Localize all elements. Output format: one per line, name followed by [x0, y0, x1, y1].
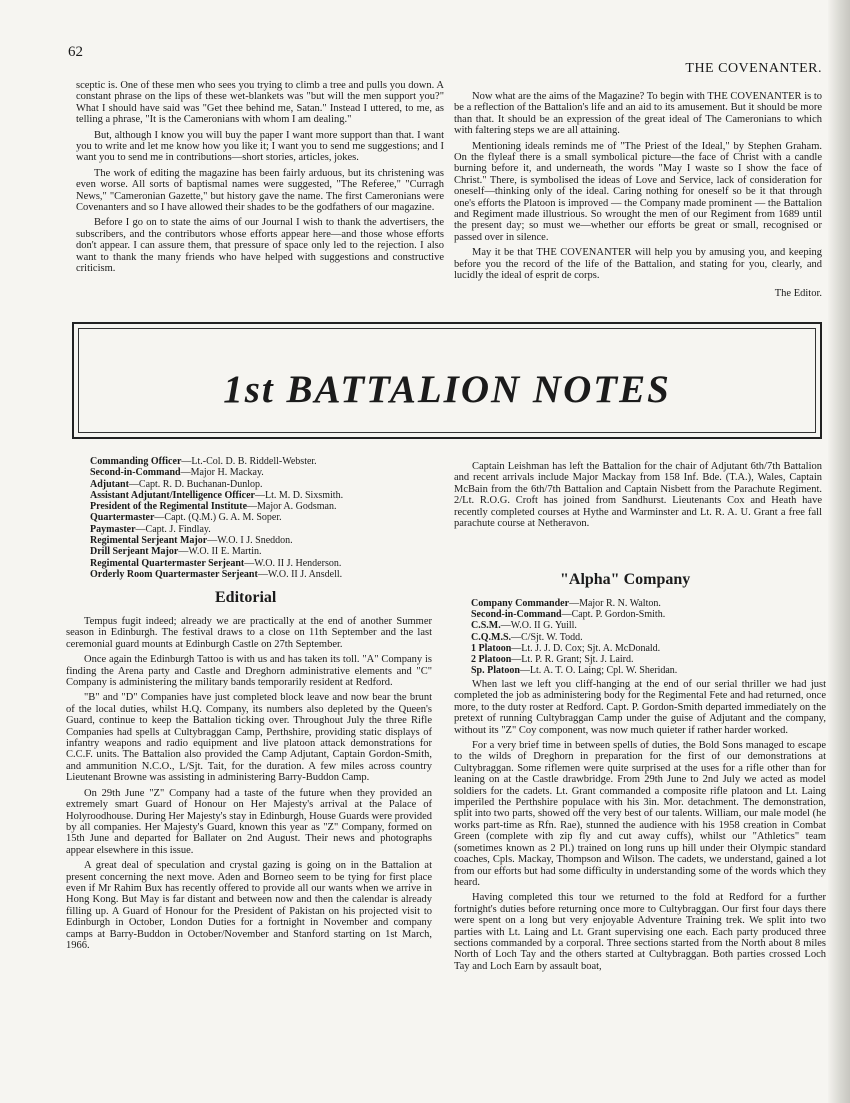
staff-entry: [90, 546, 440, 557]
paragraph: Having completed this tour we returned to the fold at Redford for a further fortnight's duties before returning once more to Cultybraggan. Our first four days there were spent on a long but very enjoyable Adventure Training trek. We split into two parties with Lt. Laing and Lt. Grant supervising one each. Each party produced three sections commanded by a corporal. Three sections started from the North about 8 miles North of Loch Tay and the others started at Cultybraggan. Both parties crossed Loch Tay and Loch Earn by assault boat,: [454, 892, 826, 972]
battalion-staff-list: [90, 456, 440, 580]
paragraph: A great deal of speculation and crystal gazing is going on in the Battalion at present concerning the next move. Aden and Borneo seem to be tying for first place even if Mr Rahim Bux has recently offered to provide all our wants when we arrive in Hong Kong. But May is far distant and between now and then the calendar is already filling up. A Guard of Honour for the President of Pakistan on his projected visit to Edinburgh in October, London Duties for a fortnight in November and company camps at Barry-Buddon in October/November and Stanford starting on 1st March, 1966.: [66, 860, 432, 951]
top-right-column: [454, 91, 822, 299]
staff-name: —W.O. II J. Henderson.: [244, 557, 342, 569]
staff-role: Assistant Adjutant/Intelligence Officer: [90, 489, 255, 501]
staff-role: Company Commander: [471, 598, 570, 609]
staff-role: 2 Platoon: [471, 654, 512, 666]
paragraph: The work of editing the magazine has been fairly arduous, but its christening was even worse. All sorts of baptismal names were suggested, "The Referee," "Curragh News," "Cameronian Gazette," but history gave the name. The first Cameronians were Covenanters and so I have allowed their shades to be the godfathers of our magazine.: [76, 167, 444, 214]
staff-entry: [90, 524, 440, 535]
top-left-column: [76, 80, 444, 279]
banner-title: 1st BATTALION NOTES: [223, 368, 671, 411]
staff-entry: [90, 456, 440, 467]
staff-name: —Lt. P. R. Grant; Sjt. J. Laird.: [511, 654, 634, 666]
staff-entry: [90, 535, 440, 546]
staff-role: 1 Platoon: [471, 642, 512, 654]
staff-role: Paymaster: [90, 523, 136, 535]
paragraph: On 29th June "Z" Company had a taste of the future when they provided an extremely smart Guard of Honour on Her Majesty's arrival at the Palace of Holyroodhouse. During Her Majesty's stay in Edinburgh, House Guards were provided by all companies. Her Majesty's Guard, known this year as "Z" Company, formed on 15th June and departed for Ballater on 2nd August. Their news and photographs appear elsewhere in this issue.: [66, 787, 432, 856]
paragraph: Once again the Edinburgh Tattoo is with us and has taken its toll. "A" Company is finding the Arena party and Castle and Dreghorn administrative elements and "C" Company is administering the military bands temporarily resident at Redford.: [66, 654, 432, 689]
staff-role: Quartermaster: [90, 512, 155, 524]
editorial-heading: Editorial: [215, 589, 277, 606]
paragraph: For a very brief time in between spells of duties, the Bold Sons managed to escape to the wilds of Dreghorn in preparation for the first of our demonstrations at Cultybraggan. Some riflemen were quite surprised at the uses for a rifle other than for leaning on at the Castle drawbridge. From 29th June to 2nd July we acted as model soldiers for the cadets. Lt. Grant commanded a composite rifle platoon and Lt. Laing imperiled the Perthshire populace with his 3in. Mor. detachment. The demonstration, split into two parts, showed off the very best of our talents. William, our male model (he works part-time as Rfn. Rae), stunned the audience with his 1958 creation in Combat Green (complete with zip fly and cut away cuffs), whilst our "Athletics" team (sometimes known as 2 Pl.) trained on long runs up hill under their Olympic standard coaches, Cpls. Mackay, Thompson and Wilson. The cadets, we understand, gained a lot from our efforts but had some difficulty in understanding some of the words which they heard.: [454, 740, 826, 888]
alpha-staff-list: [471, 598, 821, 676]
staff-name: —Lt.-Col. D. B. Riddell-Webster.: [181, 456, 317, 467]
staff-name: —Major H. Mackay.: [180, 467, 264, 479]
staff-name: —Major A. Godsman.: [247, 501, 337, 513]
staff-role: Adjutant: [90, 478, 129, 490]
paragraph: sceptic is. One of these men who sees you trying to climb a tree and pulls you down. A constant phrase on the lips of these wet-blankets was "but will the men support you?" What I should have said was "Get thee behind me, Satan." Instead I uttered, to me, as telling a phrase, "It is the Cameronians with whom I am dealing.": [76, 80, 444, 126]
staff-role: President of the Regimental Institute: [90, 501, 248, 513]
staff-entry: [471, 598, 821, 609]
staff-entry: [90, 490, 440, 501]
staff-name: —Lt. J. J. D. Cox; Sjt. A. McDonald.: [511, 642, 661, 654]
paragraph: Now what are the aims of the Magazine? To begin with THE COVENANTER is to be a reflection of the Battalion's life and an aid to its amusement. But it should be more than that. It should be an expression of the great ideal of The Cameronians to which with faltering steps we are all attaining.: [454, 91, 822, 137]
staff-entry: [471, 620, 821, 631]
paragraph: When last we left you cliff-hanging at the end of our serial thriller we had just completed the job as administering body for the Regimental Fete and had returned, once more, to the duty roster at Redford. Capt. P. Gordon-Smith departed immediately on the pretext of running Cultybraggan Camp under the guise of Adjutant and the company, without its "Z" Coy component, was now much quieter if rather harder worked.: [454, 679, 826, 736]
paragraph: "B" and "D" Companies have just completed block leave and now bear the brunt of the local duties, whilst H.Q. Company, its numbers also depleted by the Queen's Guard, continue to keep the Battalion ticking over. Throughout July the three Rifle Companies had spells at Cultybraggan Camp, Perthshire, providing static displays of infantry weapons and radio equipment and live platoon attack demonstrations for C.C.F. units. The Battalion also provided the Camp Adjutant, Captain Gordon-Smith, and ammunition N.C.O., L/Sjt. Tait, for the duration. A few miles across country Lieutenant Browne was assisting in administering Barry-Buddon Camp.: [66, 692, 432, 784]
staff-entry: [471, 654, 821, 665]
staff-entry: [90, 558, 440, 569]
staff-entry: [90, 512, 440, 523]
staff-entry: [90, 467, 440, 478]
staff-role: Second-in-Command: [471, 609, 562, 621]
staff-role: C.Q.M.S.: [471, 631, 511, 643]
banner-inner-frame: [78, 328, 816, 433]
staff-name: —Capt. (Q.M.) G. A. M. Soper.: [154, 512, 282, 524]
staff-name: —W.O. II E. Martin.: [178, 546, 262, 558]
staff-entry: [90, 569, 440, 580]
staff-role: Commanding Officer: [90, 456, 182, 467]
staff-name: —W.O. I J. Sneddon.: [207, 535, 293, 547]
paragraph: Captain Leishman has left the Battalion for the chair of Adjutant 6th/7th Battalion and recent arrivals include Major Mackay from 158 Inf. Bde. (T.A.), Wales, Captain McBain from the 6th/7th Battalion and Captain Nisbett from the Parachute Regiment. 2/Lt. R.O.G. Croft has joined from Sandhurst. Lieutenants Cox and Heath have recently completed courses at Hythe and Warminster and Lt. R. A. U. Grant a free fall parachute course at Netheravon.: [454, 461, 822, 530]
paragraph: Tempus fugit indeed; already we are practically at the end of another Summer season in Edinburgh. The festival draws to a close on 11th September and the last ceremonial guard mounts at Edinburgh Castle on 27th September.: [66, 616, 432, 650]
staff-role: C.S.M.: [471, 620, 501, 632]
staff-entry: [90, 501, 440, 512]
staff-role: Sp. Platoon: [471, 665, 520, 677]
staff-role: Orderly Room Quartermaster Serjeant: [90, 568, 258, 580]
paragraph: But, although I know you will buy the paper I want more support than that. I want you to write and let me know how you like it; I want you to send me suggestions; and I want you to send me in contributions—short stories, articles, jokes.: [76, 129, 444, 164]
staff-entry: [471, 609, 821, 620]
staff-name: —W.O. II J. Ansdell.: [257, 568, 343, 580]
paragraph: Before I go on to state the aims of our Journal I wish to thank the advertisers, the subscribers, and the contributors whose efforts appear here—and those whose efforts don't appear. I can assure them, that pressure of space only led to the rejection. I also want to thank the many friends who have helped with suggestions and constructive criticism.: [76, 217, 444, 275]
staff-name: —Lt. M. D. Sixsmith.: [255, 489, 344, 501]
staff-entry: [90, 479, 440, 490]
staff-role: Regimental Quartermaster Serjeant: [90, 557, 245, 569]
alpha-company-heading: "Alpha" Company: [560, 571, 691, 588]
paragraph: May it be that THE COVENANTER will help you by amusing you, and keeping before you the record of the life of the Battalion, and stating for you, clearly, and lucidly the ideal of esprit de corps.: [454, 247, 822, 282]
staff-entry: [471, 665, 821, 676]
arrivals-column: [454, 461, 822, 533]
editorial-column: [66, 616, 432, 955]
staff-role: Drill Serjeant Major: [90, 546, 179, 558]
staff-name: —Major R. N. Walton.: [569, 598, 661, 609]
staff-name: —Capt. R. D. Buchanan-Dunlop.: [128, 478, 263, 490]
staff-role: Second-in-Command: [90, 467, 181, 479]
staff-name: —Capt. J. Findlay.: [135, 523, 211, 535]
page-edge-shadow: [828, 0, 850, 1103]
staff-name: —Capt. P. Gordon-Smith.: [561, 609, 666, 621]
staff-role: Regimental Serjeant Major: [90, 535, 208, 547]
editor-signature: The Editor.: [774, 287, 822, 299]
staff-name: —W.O. II G. Yuill.: [500, 620, 577, 632]
staff-entry: [471, 643, 821, 654]
section-banner: [72, 322, 822, 439]
staff-name: —Lt. A. T. O. Laing; Cpl. W. Sheridan.: [519, 665, 678, 677]
staff-entry: [471, 632, 821, 643]
page-number: 62: [68, 44, 83, 60]
alpha-company-column: [454, 679, 826, 976]
running-head: THE COVENANTER.: [685, 61, 822, 76]
staff-name: —C/Sjt. W. Todd.: [511, 631, 583, 643]
paragraph: Mentioning ideals reminds me of "The Priest of the Ideal," by Stephen Graham. On the flyleaf there is a small symbolical picture—the face of Christ with a candle burning before it, and underneath, the words "May I waste so I show the face of Christ." There, is symbolised the ideas of Love and Service, lack of consideration for oneself—thinking only of the ideal. Caring nothing for oneself so be it that through one's efforts the Platoon is improved — the Company made prominent — the Battalion and Regiment made illustrious. So wrought the men of our Regiment from 1689 until the present day; so must we—whether our efforts be great or small, recognised or passed over in silence.: [454, 140, 822, 243]
